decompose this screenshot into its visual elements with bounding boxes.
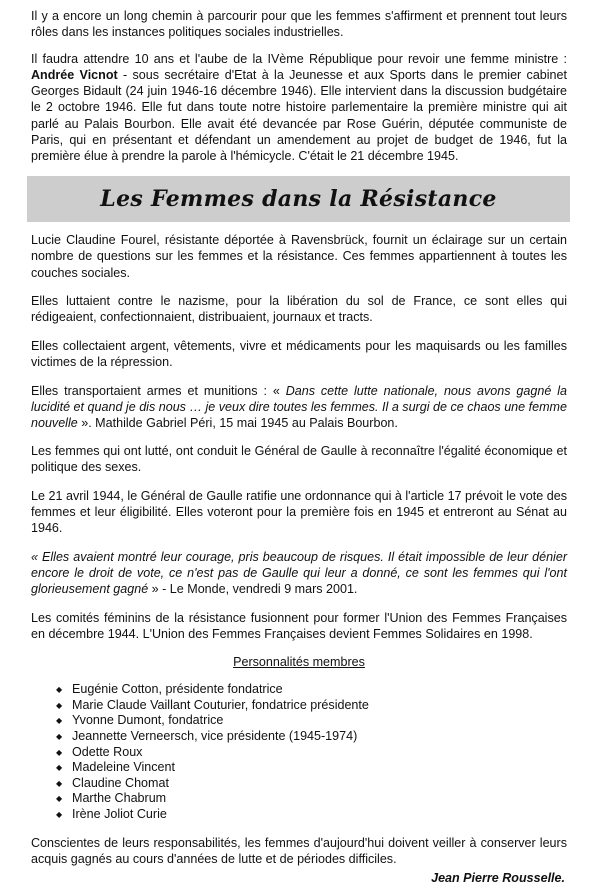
resistance-paragraph-3: Elles collectaient argent, vêtements, vivre et médicaments pour les maquisards ou les familles victimes de la répression. (31, 338, 567, 369)
resistance-paragraph-5: Les femmes qui ont lutté, ont conduit le Général de Gaulle à reconnaître l'égalité économique et politique des sexes. (31, 444, 567, 475)
intro-paragraph-1: Il y a encore un long chemin à parcourir pour que les femmes s'affirment et prennent tout leurs rôles dans les instances politiques sociales industrielles. (31, 9, 567, 40)
list-item: ◆ Eugénie Cotton, présidente fondatrice (56, 682, 283, 697)
diamond-bullet-icon: ◆ (56, 732, 63, 741)
list-item: ◆ Marthe Chabrum (56, 791, 167, 806)
p4-lead: Elles transportaient armes et munitions : « (31, 383, 286, 398)
list-item: ◆ Yvonne Dumont, fondatrice (56, 713, 224, 728)
resistance-paragraph-7 (31, 549, 567, 597)
diamond-bullet-icon: ◆ (56, 685, 63, 695)
diamond-bullet-icon: ◆ (56, 747, 63, 757)
list-item: ◆ Claudine Chomat (56, 775, 169, 790)
p7-attribution: » - Le Monde, vendredi 9 mars 2001. (148, 581, 358, 596)
list-item: ◆ Jeannette Verneersch, vice présidente (1945-1974) (56, 729, 358, 743)
intro-paragraph-2 (31, 51, 567, 164)
resistance-paragraph-6: Le 21 avril 1944, le Général de Gaulle ratifie une ordonnance qui à l'article 17 prévoit le vote des femmes et leur éligibilité. Elles voteront pour la première fois en 1945 et entreront au Sénat au 1946. (31, 488, 567, 536)
list-item: ◆ Madeleine Vincent (56, 760, 176, 775)
diamond-bullet-icon: ◆ (56, 700, 63, 710)
section-title: Les Femmes dans la Résistance (100, 186, 497, 213)
closing-paragraph: Conscientes de leurs responsabilités, les femmes d'aujourd'hui doivent veiller à conserver leurs acquis gagnés au cours d'années de lutte et de périodes difficiles. (31, 835, 567, 866)
author-signature: Jean Pierre Rousselle. (431, 871, 565, 886)
diamond-bullet-icon: ◆ (56, 809, 63, 819)
diamond-bullet-icon: ◆ (56, 716, 63, 726)
p4-attribution: ». Mathilde Gabriel Péri, 15 mai 1945 au Palais Bourbon. (77, 415, 398, 430)
diamond-bullet-icon: ◆ (56, 763, 63, 773)
peri-quote: Dans cette lutte nationale, nous avons gagné la lucidité et quand je dis nous … je veux dire toutes les femmes. Il a surgi de ce chaos une femme nouvelle (31, 383, 567, 430)
list-item: ◆ Odette Roux (56, 744, 143, 759)
resistance-paragraph-1: Lucie Claudine Fourel, résistante déportée à Ravensbrück, fournit un éclairage sur un certain nombre de questions sur les femmes et la résistance. Ces femmes appartiennent à toutes les couches sociales. (31, 233, 567, 280)
diamond-bullet-icon: ◆ (56, 778, 63, 788)
minister-name: Andrée Vicnot (31, 68, 118, 83)
members-heading: Personnalités membres (233, 655, 365, 670)
document-page (31, 8, 567, 886)
resistance-paragraph-8: Les comités féminins de la résistance fusionnent pour former l'Union des Femmes Françaises en décembre 1944. L'Union des Femmes Françaises devient Femmes Solidaires en 1998. (31, 610, 567, 641)
intro-p2-rest: - sous secrétaire d'Etat à la Jeunesse et aux Sports dans le premier cabinet Georges Bidault (24 juin 1946-16 décembre 1946). Elle intervient dans la discussion budgétaire le 2 octobre 1946. Elle fut dans toute notre histoire parlementaire la première ministre qui ait parlé au Palais Bourbon. Elle avait été devancée par Rose Guérin, députée communiste de Paris, qui en présentant et défendant un amendement au projet de budget de 1946, fut la première élue à prendre la parole à l'hémicycle. C'était le 21 décembre 1945. (31, 68, 568, 163)
list-item: ◆ Marie Claude Vaillant Couturier, fondatrice présidente (56, 697, 369, 712)
le-monde-quote: « Elles avaient montré leur courage, pris beaucoup de risques. Il était impossible de leur dénier encore le droit de vote, ce n'est pas de Gaulle qui leur a donné, ce sont les femmes qui l'ont glorieusement gagné (31, 549, 567, 596)
members-list (31, 682, 567, 822)
diamond-bullet-icon: ◆ (56, 794, 63, 804)
list-item: ◆ Irène Joliot Curie (56, 806, 167, 821)
intro-p2-text: Il faudra attendre 10 ans et l'aube de la IVème République pour revoir une femme ministre : (31, 52, 567, 67)
resistance-paragraph-2: Elles luttaient contre le nazisme, pour la libération du sol de France, ce sont elles qui rédigeaient, confectionnaient, distribuaient, journaux et tracts. (31, 294, 567, 325)
section-banner (27, 176, 570, 222)
resistance-paragraph-4 (31, 383, 567, 431)
